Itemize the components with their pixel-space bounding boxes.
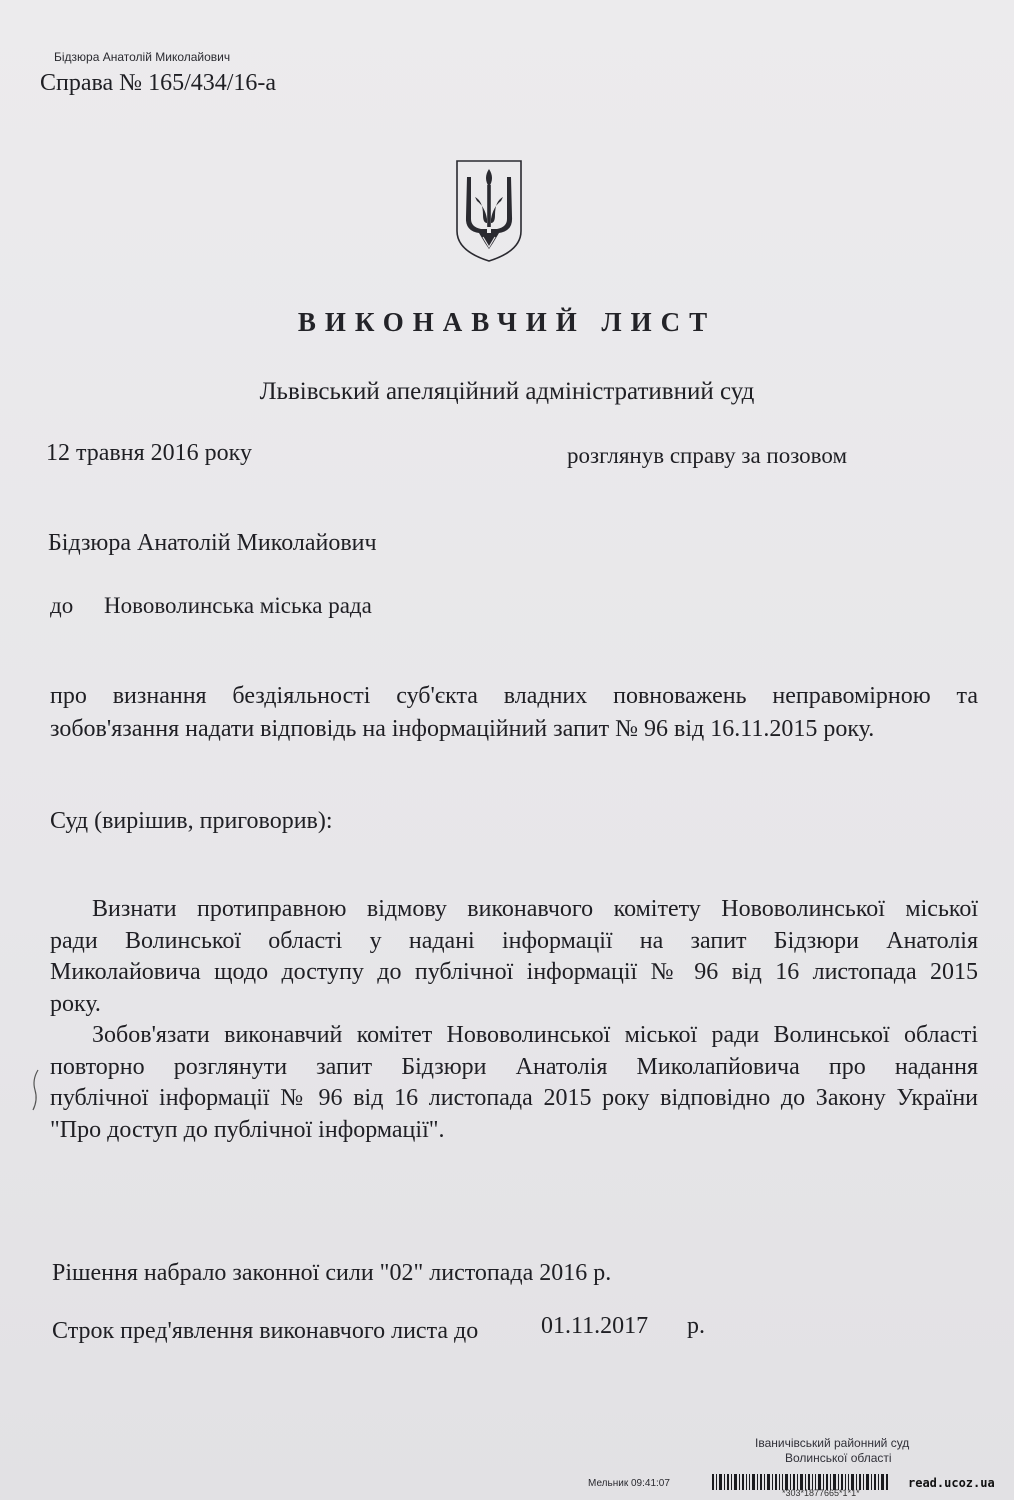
decision-line: Миколайовича щодо доступу до публічної інформації № 96 від 16 листопада 2015 xyxy=(50,959,978,985)
deadline-year-suffix: р. xyxy=(687,1313,705,1339)
ukraine-trident-icon xyxy=(453,157,525,265)
stamp-court-line: Іваничівський районний суд xyxy=(755,1436,910,1450)
defendant-name: Нововолинська міська рада xyxy=(104,593,372,618)
margin-bracket-mark xyxy=(31,1068,41,1112)
effect-date-line: Рішення набрало законної сили "02" листопада 2016 р. xyxy=(52,1260,612,1286)
document-title: ВИКОНАВЧИЙ ЛИСТ xyxy=(297,307,717,337)
decision-line: повторно розглянути запит Бідзюри Анатолія Миколапйовича про надання xyxy=(50,1053,978,1080)
barcode-text: *303*1877665*1*1* xyxy=(782,1488,860,1498)
deadline-line xyxy=(52,1313,705,1345)
stamp-user-time: Мельник 09:41:07 xyxy=(588,1478,670,1489)
stamp-region-line: Волинської області xyxy=(785,1451,892,1465)
plaintiff-name: Бідзюра Анатолій Миколайович xyxy=(48,530,377,556)
deadline-label: Строк пред'явлення виконавчого листа до xyxy=(52,1318,479,1344)
decision-line: Визнати протиправною відмову виконавчого комітету Нововолинської міської xyxy=(92,896,978,922)
site-watermark: read.ucoz.ua xyxy=(908,1476,995,1490)
to-word: до xyxy=(50,593,74,618)
case-number: 165/434/16-а xyxy=(148,70,277,96)
court-stamp xyxy=(755,1436,909,1466)
considered-text: розглянув справу за позовом xyxy=(567,443,847,468)
decision-date: 12 травня 2016 року xyxy=(46,440,252,466)
decision-line: ради Волинської області у надані інформації на запит Бідзюри Анатолія xyxy=(50,927,978,954)
court-name: Львівський апеляційний адміністративний суд xyxy=(259,378,755,405)
decision-line: року. xyxy=(50,990,101,1017)
case-label: Справа № xyxy=(40,70,143,96)
case-number-line xyxy=(40,70,276,97)
claim-subject-line: зобов'язання надати відповідь на інформаційний запит № 96 від 16.11.2015 року. xyxy=(50,716,875,742)
decision-line: публічної інформації № 96 від 16 листопада 2015 року відповідно до Закону України xyxy=(50,1085,978,1111)
decision-line: "Про доступ до публічної інформації". xyxy=(50,1116,445,1143)
claim-subject xyxy=(50,680,978,746)
decision-line: Зобов'язати виконавчий комітет Нововолинської міської ради Волинської області xyxy=(92,1022,978,1048)
court-decided-heading: Суд (вирішив, приговорив): xyxy=(50,808,333,834)
header-name-small: Бідзюра Анатолій Миколайович xyxy=(54,50,231,64)
deadline-date: 01.11.2017 xyxy=(541,1313,649,1339)
claim-subject-line: про визнання бездіяльності суб'єкта владних повноважень неправомірною та xyxy=(50,683,978,709)
decision-text xyxy=(50,894,978,1146)
